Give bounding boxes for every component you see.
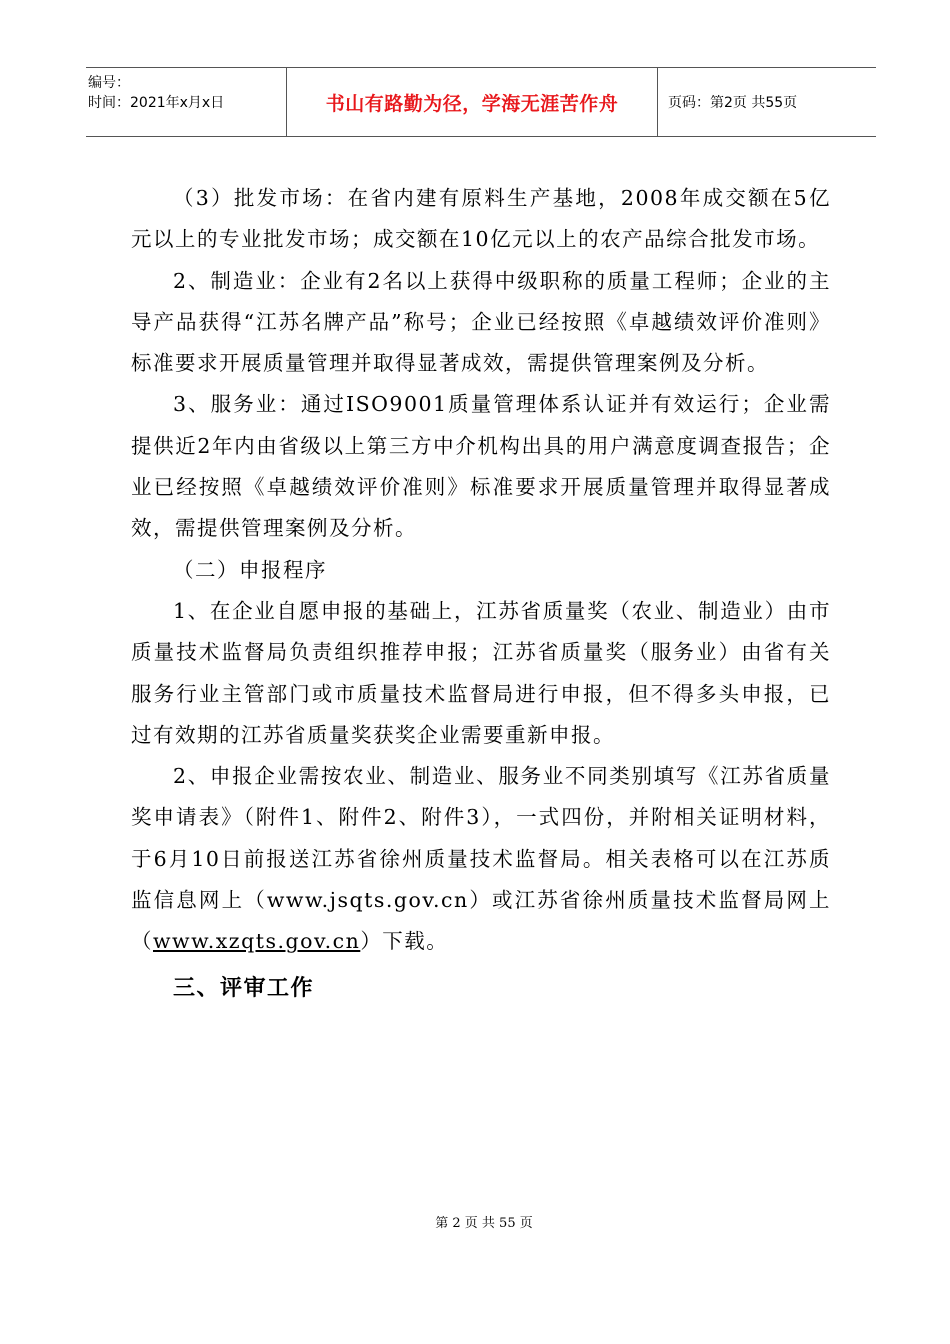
header-meta	[86, 68, 286, 136]
document-date-label: 时间：2021年x月x日	[88, 95, 225, 111]
document-body	[131, 178, 831, 1013]
header-page-label: 页码：第2页 共55页	[668, 95, 798, 111]
page-header	[86, 67, 876, 137]
section-title-review-work: 三、评审工作	[173, 975, 315, 1001]
header-motto-cell	[286, 68, 658, 136]
footer-page-number: 第 2 页 共 55 页	[435, 1216, 533, 1231]
xzqts-website-link[interactable]: www.xzqts.gov.cn	[153, 929, 361, 954]
header-motto: 书山有路勤为径，学海无涯苦作舟	[325, 92, 619, 115]
paragraph-application-materials	[131, 756, 831, 962]
paragraph-manufacturing: 2、制造业：企业有2名以上获得中级职称的质量工程师；企业的主导产品获得“江苏名牌产品”称号；企业已经按照《卓越绩效评价准则》标准要求开展质量管理并取得显著成效，需提供管理案例及分析。	[131, 268, 831, 376]
section-title-application-procedure: （二）申报程序	[173, 557, 327, 582]
document-number-label: 编号：	[88, 75, 130, 91]
paragraph-service: 3、服务业：通过ISO9001质量管理体系认证并有效运行；企业需提供近2年内由省级以上第三方中介机构出具的用户满意度调查报告；企业已经按照《卓越绩效评价准则》标准要求开展质量管理并取得显著成效，需提供管理案例及分析。	[131, 392, 831, 541]
header-page-cell	[658, 68, 876, 136]
paragraph-wholesale-market: （3）批发市场：在省内建有原料生产基地，2008年成交额在5亿元以上的专业批发市场；成交额在10亿元以上的农产品综合批发市场。	[131, 186, 831, 252]
page-footer	[0, 1212, 950, 1231]
link-suffix: ）下载。	[360, 929, 449, 954]
link-prefix: （	[131, 929, 153, 954]
paragraph-application-basis: 1、在企业自愿申报的基础上，江苏省质量奖（农业、制造业）由市质量技术监督局负责组织推荐申报；江苏省质量奖（服务业）由省有关服务行业主管部门或市质量技术监督局进行申报，但不得多头申报，已过有效期的江苏省质量奖获奖企业需要重新申报。	[131, 598, 831, 747]
paragraph-application-materials-text: 2、申报企业需按农业、制造业、服务业不同类别填写《江苏省质量奖申请表》（附件1、附件2、附件3），一式四份，并附相关证明材料，于6月10日前报送江苏省徐州质量技术监督局。相关表格可以在江苏质监信息网上（www.jsqts.gov.cn）或江苏省徐州质量技术监督局网上	[131, 764, 831, 913]
